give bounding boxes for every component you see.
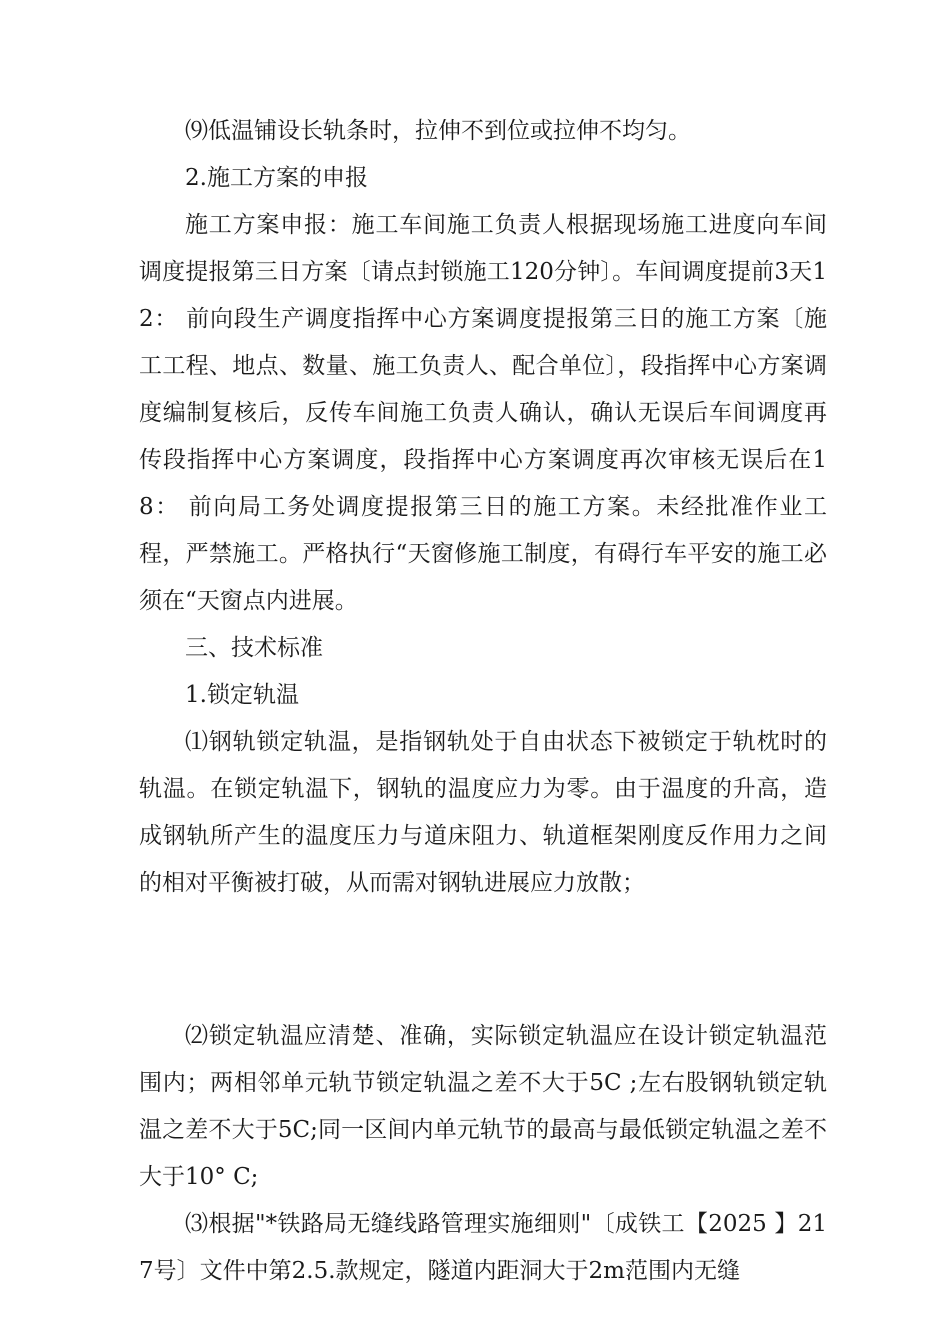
subsection-heading-locking-rail-temperature: 1.锁定轨温 xyxy=(185,682,299,708)
section-heading-construction-plan: 2.施工方案的申报 xyxy=(185,165,368,191)
document-body xyxy=(139,108,827,1295)
section-heading-technical-standards: 三、技术标准 xyxy=(185,635,323,661)
paragraph-item-9: ⑼低温铺设长轨条时，拉伸不到位或拉伸不均匀。 xyxy=(185,118,691,144)
paragraph-gap xyxy=(139,907,827,1013)
paragraph-item-1: ⑴钢轨锁定轨温，是指钢轨处于自由状态下被锁定于轨枕时的轨温。在锁定轨温下，钢轨的温度应力为零。由于温度的升高，造成钢轨所产生的温度压力与道床阻力、轨道框架刚度反作用力之间的相对平衡被打破，从而需对钢轨进展应力放散； xyxy=(139,729,827,896)
paragraph-item-2: ⑵锁定轨温应清楚、准确，实际锁定轨温应在设计锁定轨温范围内；两相邻单元轨节锁定轨温之差不大于5C ;左右股钢轨锁定轨温之差不大于5C;同一区间内单元轨节的最高与最低锁定轨温之差不大于10° C; xyxy=(139,1023,827,1190)
paragraph-plan-submission: 施工方案申报：施工车间施工负责人根据现场施工进度向车间调度提报第三日方案〔请点封锁施工120分钟〕。车间调度提前3天12： 前向段生产调度指挥中心方案调度提报第三日的施工方案〔施工工程、地点、数量、施工负责人、配合单位〕，段指挥中心方案调度编制复核后，反传车间施工负责人确认，确认无误后车间调度再传段指挥中心方案调度，段指挥中心方案调度再次审核无误后在18： 前向局工务处调度提报第三日的施工方案。未经批准作业工程，严禁施工。严格执行“天窗修施工制度，有碍行车平安的施工必须在“天窗点内进展。 xyxy=(139,212,827,614)
paragraph-item-3: ⑶根据"*铁路局无缝线路管理实施细则"〔成铁工【2025 】217号〕文件中第2.5.款规定，隧道内距洞大于2m范围内无缝 xyxy=(139,1211,827,1284)
